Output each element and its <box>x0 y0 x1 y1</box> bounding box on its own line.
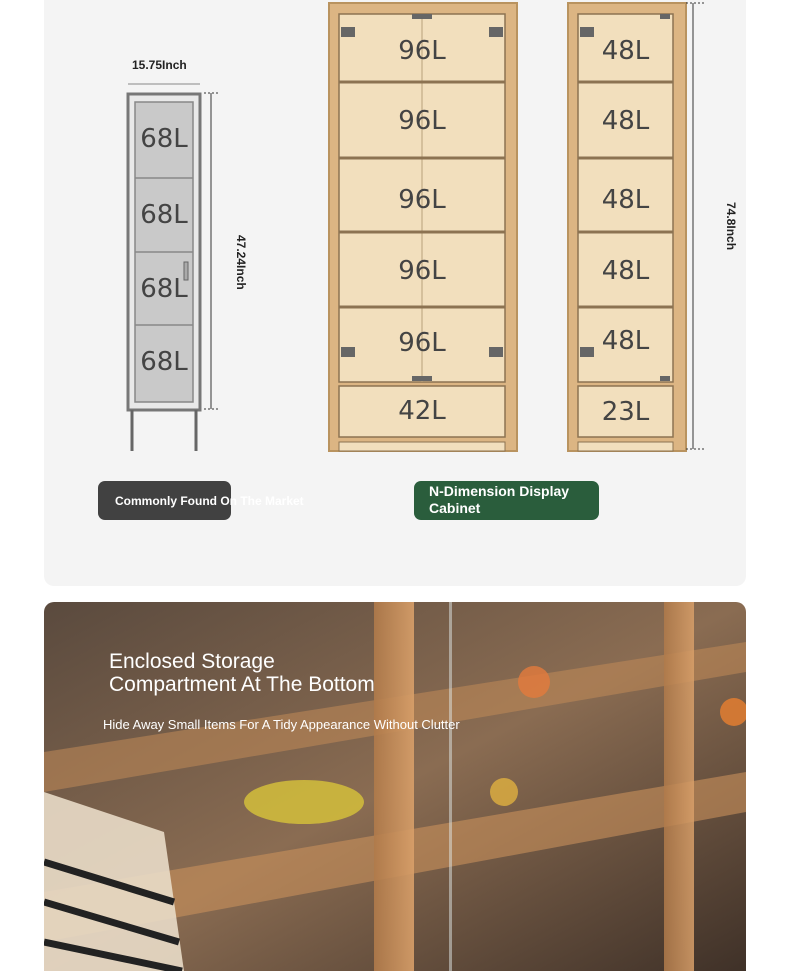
shelf-capacity: 96L <box>398 185 446 215</box>
brand-badge-text: N-Dimension Display Cabinet <box>429 483 570 516</box>
shelf-capacity: 96L <box>398 106 446 136</box>
shelf-capacity: 96L <box>398 256 446 286</box>
feature-title-line1: Enclosed Storage <box>109 650 275 673</box>
feature-title <box>109 650 375 696</box>
shelf-capacity: 48L <box>601 185 650 215</box>
small-cabinet-height-label: 47.24Inch <box>234 235 248 290</box>
shelf-capacity: 48L <box>601 36 650 66</box>
small-cabinet-width-label: 15.75Inch <box>132 58 187 72</box>
drawer-capacity: 23L <box>601 397 650 427</box>
market-common-text: Commonly Found On The Market <box>115 493 304 508</box>
feature-title-line2: Compartment At The Bottom <box>109 673 375 696</box>
shelf-capacity: 96L <box>398 36 446 66</box>
market-common-badge <box>98 481 304 520</box>
shelf-capacity: 68L <box>140 200 188 230</box>
brand-badge <box>414 481 599 520</box>
shelf-capacity: 48L <box>601 256 650 286</box>
narrow-cabinet-illustration <box>566 0 716 456</box>
shelf-capacity: 68L <box>140 347 188 377</box>
feature-subtitle: Hide Away Small Items For A Tidy Appearance Without Clutter <box>103 717 460 732</box>
shelf-capacity: 96L <box>398 328 446 358</box>
shelf-capacity: 48L <box>601 106 650 136</box>
drawer-capacity: 42L <box>398 396 446 426</box>
shelf-capacity: 68L <box>140 274 188 304</box>
shelf-capacity: 68L <box>140 124 188 154</box>
shelf-capacity: 48L <box>601 326 650 356</box>
large-cabinet-illustration <box>326 0 522 456</box>
narrow-cabinet-height-label: 74.8Inch <box>724 202 738 251</box>
feature-photo <box>44 602 746 971</box>
